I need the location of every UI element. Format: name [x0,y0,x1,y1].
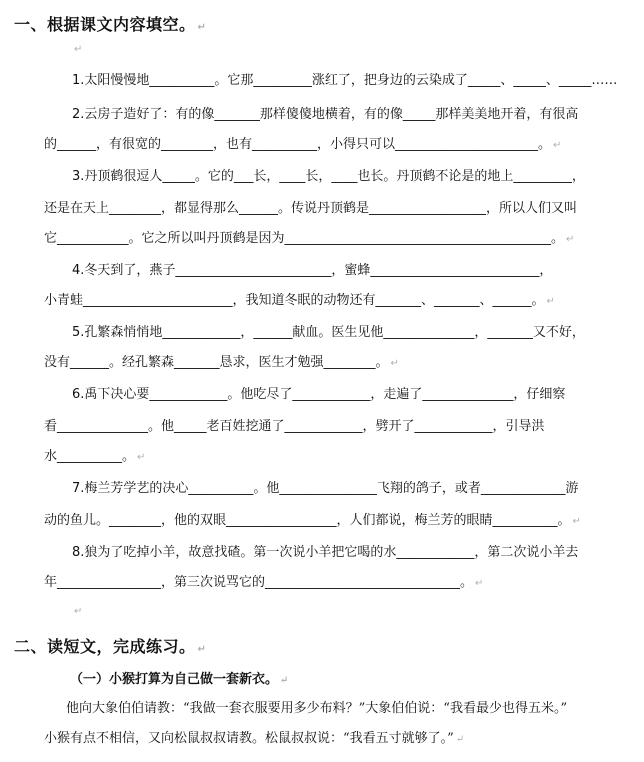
q3-line-3: 它___________。它之所以叫丹顶鹤是因为_________________________________________。 ↵ [44,231,575,246]
q2-line-1: 2.云房子造好了：有的像_______那样傻傻地横着，有的像_____那样美美地开着，有很高 [72,107,579,122]
q5-line-2: 没有______。经孔繁森_______恳求，医生才勉强________。 ↵ [44,355,399,370]
blank-paragraph-mark-2: ↵ [74,606,83,617]
q3-line-2: 还是在天上________，都显得那么______。传说丹顶鹤是__________________，所以人们又叫 [44,201,578,216]
q8-line-1: 8.狼为了吃掉小羊，故意找碴。第一次说小羊把它喝的水____________，第二次说小羊去 [72,545,579,560]
q6-line-3: 水__________。 ↵ [44,449,146,464]
q7-line-1: 7.梅兰芳学艺的决心__________。他_______________飞翔的鸽子，或者_____________游 [72,481,579,496]
passage-subheading: （一）小猴打算为自己做一套新衣。 ↵ [70,672,289,687]
q1-line-1: 1.太阳慢慢地__________。它那_________涨红了，把身边的云染成了_____、_____、_____…… [72,73,618,88]
q4-line-2: 小青蛙_______________________，我知道冬眠的动物还有_______、_______、______。 ↵ [44,293,555,308]
section-2-heading: 二、读短文，完成练习。 ↵ [14,637,207,656]
passage-line-1: 他向大象伯伯请教：“我做一套衣服要用多少布料？”大象伯伯说：“我看最少也得五米。” [66,701,568,716]
q5-line-1: 5.孔繁森悄悄地____________，______献血。医生见他______________，_______又不好， [72,325,585,340]
q8-line-2: 年________________，第三次说骂它的______________________________。 ↵ [44,575,484,590]
blank-paragraph-mark: ↵ [74,44,83,55]
q6-line-1: 6.禹下决心要____________。他吃尽了____________，走遍了______________，仔细察 [72,387,566,402]
passage-line-2: 小猴有点不相信，又向松鼠叔叔请教。松鼠叔叔说：“我看五寸就够了。” ↵ [44,731,465,746]
section-1-heading: 一、根据课文内容填空。 ↵ [14,15,207,34]
q2-line-2: 的______，有很宽的________，也有__________，小得只可以______________________。 ↵ [44,137,562,152]
q7-line-2: 动的鱼儿。________，他的双眼_________________，人们都说，梅兰芳的眼睛__________。 ↵ [44,513,581,528]
q3-line-1: 3.丹顶鹤很逗人_____。它的___长，____长，____也长。丹顶鹤不论是的地上_________， [72,169,585,184]
q6-line-2: 看______________。他_____老百姓挖通了____________，劈开了____________，引导洪 [44,419,545,434]
q4-line-1: 4.冬天到了，燕子________________________，蜜蜂__________________________， [72,263,553,278]
